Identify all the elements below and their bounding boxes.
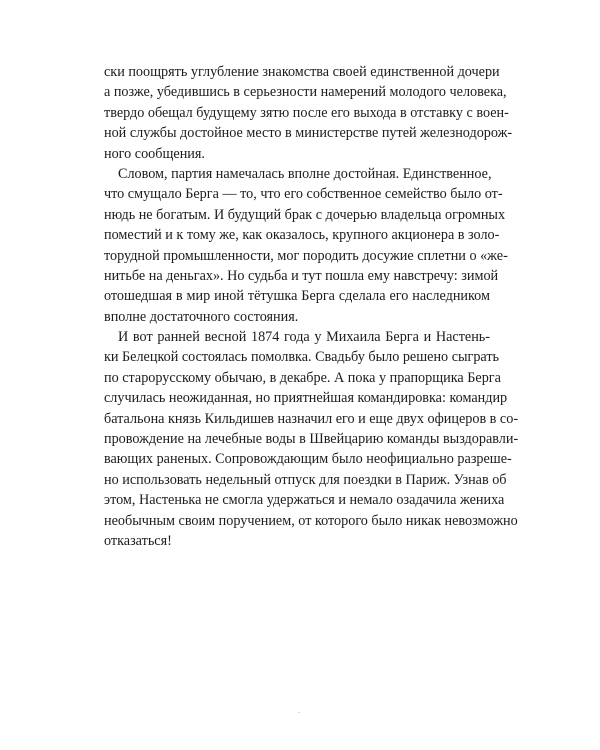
text-line: батальона князь Кильдишев назначил его и еще двух офицеров в со-: [104, 410, 519, 427]
text-line: нюдь не богатым. И будущий брак с дочерью владельца огромных: [104, 206, 506, 223]
text-line: торудной промышленности, мог породить досужие сплетни о «же-: [104, 247, 508, 264]
paragraph-2: [104, 164, 508, 327]
text-line: И вот ранней весной 1874 года у Михаила Берга и Настень-: [118, 329, 490, 346]
text-line: но использовать недельный отпуск для поездки в Париж. Узнав об: [104, 471, 507, 488]
text-line: вполне достаточного состояния.: [104, 308, 299, 325]
text-line: а позже, убедившись в серьезности намерений молодого человека,: [104, 84, 507, 101]
paragraph-3: [104, 327, 519, 551]
text-line: ки Белецкой состоялась помолвка. Свадьбу было решено сыграть: [104, 349, 500, 366]
text-line: ной службы достойное место в министерстве путей железнодорож-: [104, 125, 513, 142]
text-line: Словом, партия намечалась вполне достойная. Единственное,: [118, 165, 492, 182]
text-line: по старорусскому обычаю, в декабре. А пока у прапорщика Берга: [104, 369, 501, 386]
text-line: ного сообщения.: [104, 145, 205, 162]
text-line: что смущало Берга — то, что его собственное семейство было от-: [104, 186, 503, 203]
text-line: провождение на лечебные воды в Швейцарию команды выздоравли-: [104, 431, 519, 448]
text-line: необычным своим поручением, от которого было никак невозможно: [104, 512, 518, 529]
text-line: ски поощрять углубление знакомства своей единственной дочери: [104, 64, 500, 80]
text-line: отошедшая в мир иной тётушка Берга сделала его наследником: [104, 288, 490, 305]
text-line: твердо обещал будущему зятю после его выхода в отставку с воен-: [104, 104, 509, 121]
paragraph-1: [104, 62, 513, 164]
text-line: отказаться!: [104, 532, 172, 549]
page-mark: .: [298, 705, 301, 716]
body-text: [104, 62, 519, 551]
text-line: этом, Настенька не смогла удержаться и немало озадачила жениха: [104, 492, 505, 509]
text-line: поместий и к тому же, как оказалось, крупного акционера в золо-: [104, 227, 500, 244]
text-line: случилась неожиданная, но приятнейшая командировка: командир: [104, 390, 508, 407]
text-line: нитьбе на деньгах». Но судьба и тут пошла ему навстречу: зимой: [104, 267, 499, 284]
text-line: вающих раненых. Сопровождающим было неофициально разреше-: [104, 451, 512, 468]
